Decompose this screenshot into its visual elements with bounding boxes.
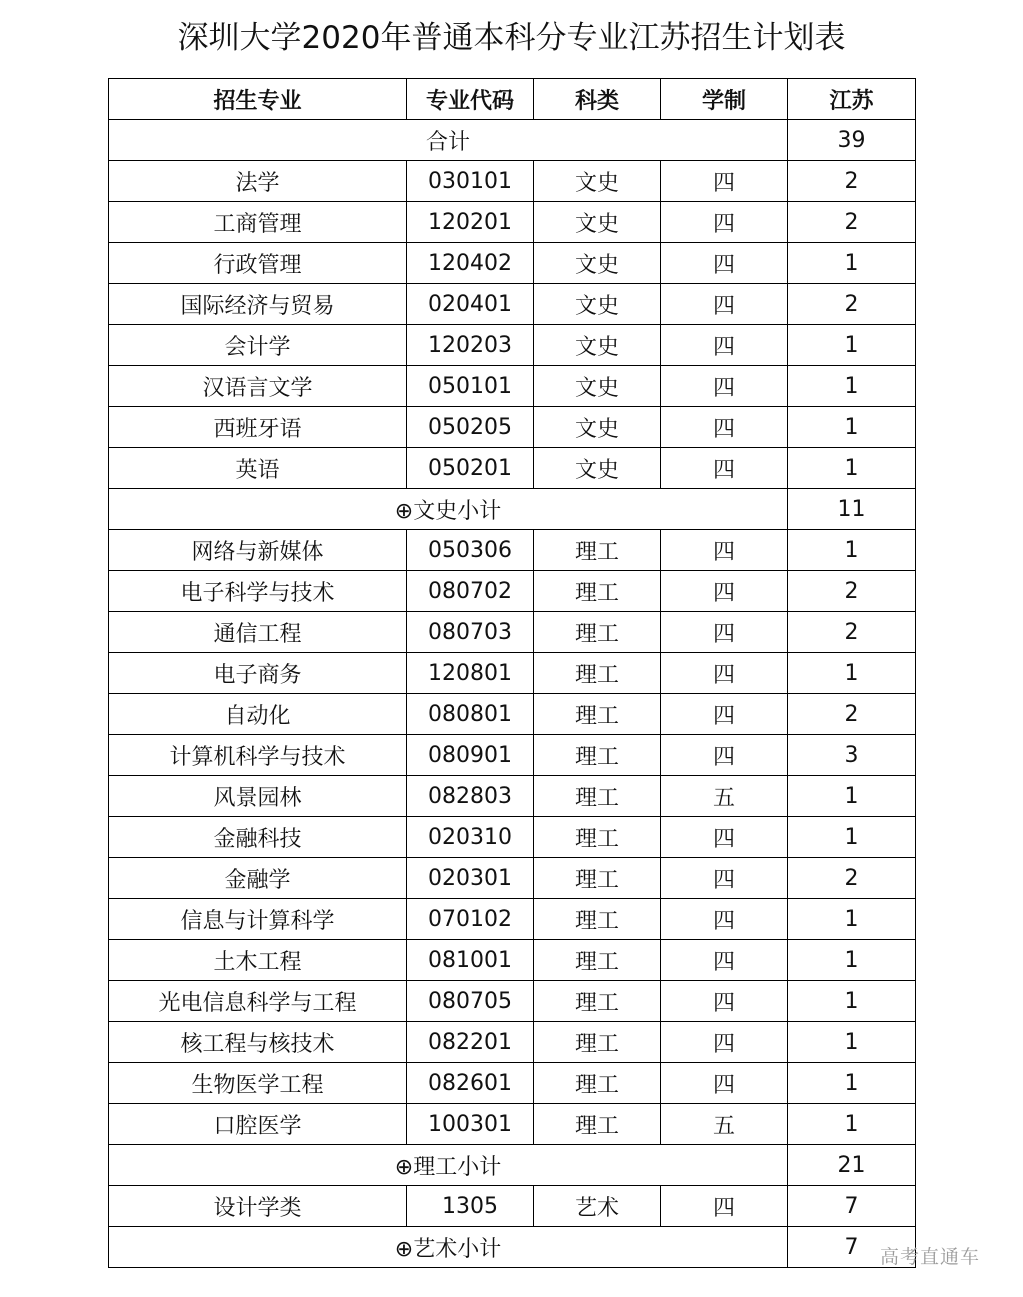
major-code: 082803: [407, 776, 534, 817]
jiangsu-quota: 2: [788, 161, 916, 202]
table-row: [109, 202, 916, 243]
major-code: 050101: [407, 366, 534, 407]
major-name: 英语: [109, 448, 407, 489]
category: 理工: [534, 1063, 661, 1104]
major-name: 自动化: [109, 694, 407, 735]
major-name: 电子商务: [109, 653, 407, 694]
major-name: 电子科学与技术: [109, 571, 407, 612]
major-name: 金融学: [109, 858, 407, 899]
jiangsu-quota: 1: [788, 1104, 916, 1145]
table-row: [109, 161, 916, 202]
category: 文史: [534, 284, 661, 325]
table-header-row: [109, 79, 916, 120]
category: 文史: [534, 407, 661, 448]
jiangsu-quota: 1: [788, 530, 916, 571]
table-row: [109, 325, 916, 366]
category: 理工: [534, 776, 661, 817]
major-code: 080901: [407, 735, 534, 776]
category: 文史: [534, 366, 661, 407]
major-name: 口腔医学: [109, 1104, 407, 1145]
watermark: 高考直通车: [880, 1246, 981, 1268]
duration: 四: [661, 858, 788, 899]
duration: 四: [661, 981, 788, 1022]
table-row: [109, 366, 916, 407]
duration: 四: [661, 325, 788, 366]
header-duration: 学制: [661, 79, 788, 120]
jiangsu-quota: 1: [788, 448, 916, 489]
major-name: 通信工程: [109, 612, 407, 653]
major-code: 020310: [407, 817, 534, 858]
major-name: 风景园林: [109, 776, 407, 817]
major-code: 020301: [407, 858, 534, 899]
major-name: 行政管理: [109, 243, 407, 284]
major-code: 030101: [407, 161, 534, 202]
jiangsu-quota: 2: [788, 284, 916, 325]
major-name: 网络与新媒体: [109, 530, 407, 571]
major-name: 会计学: [109, 325, 407, 366]
table-row: [109, 940, 916, 981]
category: 理工: [534, 1022, 661, 1063]
header-category: 科类: [534, 79, 661, 120]
subtotal-label: ⊕艺术小计: [109, 1227, 788, 1268]
major-name: 法学: [109, 161, 407, 202]
major-name: 生物医学工程: [109, 1063, 407, 1104]
duration: 四: [661, 161, 788, 202]
category: 文史: [534, 448, 661, 489]
jiangsu-quota: 1: [788, 1063, 916, 1104]
category: 理工: [534, 858, 661, 899]
table-row: [109, 571, 916, 612]
header-jiangsu: 江苏: [788, 79, 916, 120]
jiangsu-quota: 1: [788, 940, 916, 981]
duration: 四: [661, 735, 788, 776]
category: 理工: [534, 530, 661, 571]
category: 理工: [534, 653, 661, 694]
major-code: 082201: [407, 1022, 534, 1063]
duration: 四: [661, 243, 788, 284]
table-row: [109, 899, 916, 940]
duration: 四: [661, 448, 788, 489]
table-row: [109, 858, 916, 899]
major-code: 080801: [407, 694, 534, 735]
jiangsu-quota: 2: [788, 858, 916, 899]
major-code: 082601: [407, 1063, 534, 1104]
duration: 四: [661, 1186, 788, 1227]
major-code: 120203: [407, 325, 534, 366]
subtotal-value: 7: [788, 1227, 916, 1268]
subtotal-value: 21: [788, 1145, 916, 1186]
duration: 四: [661, 653, 788, 694]
major-name: 光电信息科学与工程: [109, 981, 407, 1022]
jiangsu-quota: 2: [788, 202, 916, 243]
subtotal-value: 11: [788, 489, 916, 530]
category: 文史: [534, 161, 661, 202]
table-row: [109, 1063, 916, 1104]
table-row: [109, 1186, 916, 1227]
major-code: 081001: [407, 940, 534, 981]
total-value: 39: [788, 120, 916, 161]
duration: 四: [661, 571, 788, 612]
duration: 四: [661, 366, 788, 407]
category: 艺术: [534, 1186, 661, 1227]
duration: 四: [661, 940, 788, 981]
enrollment-plan-table: [108, 78, 916, 1268]
jiangsu-quota: 1: [788, 243, 916, 284]
table-row: [109, 981, 916, 1022]
category: 理工: [534, 817, 661, 858]
table-row: [109, 653, 916, 694]
category: 理工: [534, 899, 661, 940]
category: 理工: [534, 735, 661, 776]
page-title: 深圳大学2020年普通本科分专业江苏招生计划表: [177, 20, 846, 56]
duration: 四: [661, 899, 788, 940]
category: 理工: [534, 981, 661, 1022]
jiangsu-quota: 1: [788, 899, 916, 940]
jiangsu-quota: 1: [788, 366, 916, 407]
category: 文史: [534, 202, 661, 243]
jiangsu-quota: 1: [788, 817, 916, 858]
major-name: 核工程与核技术: [109, 1022, 407, 1063]
major-code: 020401: [407, 284, 534, 325]
duration: 四: [661, 817, 788, 858]
table-row: [109, 1104, 916, 1145]
jiangsu-quota: 7: [788, 1186, 916, 1227]
jiangsu-quota: 1: [788, 1022, 916, 1063]
jiangsu-quota: 1: [788, 653, 916, 694]
duration: 五: [661, 776, 788, 817]
major-code: 070102: [407, 899, 534, 940]
category: 理工: [534, 694, 661, 735]
category: 理工: [534, 571, 661, 612]
major-name: 信息与计算科学: [109, 899, 407, 940]
duration: 四: [661, 530, 788, 571]
table-row: [109, 284, 916, 325]
table-row: [109, 243, 916, 284]
table-row: [109, 1022, 916, 1063]
major-code: 120801: [407, 653, 534, 694]
major-name: 金融科技: [109, 817, 407, 858]
major-code: 100301: [407, 1104, 534, 1145]
jiangsu-quota: 2: [788, 694, 916, 735]
category: 文史: [534, 325, 661, 366]
subtotal-row: [109, 1145, 916, 1186]
category: 文史: [534, 243, 661, 284]
table-row: [109, 530, 916, 571]
header-major: 招生专业: [109, 79, 407, 120]
subtotal-label: ⊕文史小计: [109, 489, 788, 530]
duration: 四: [661, 407, 788, 448]
major-code: 050201: [407, 448, 534, 489]
major-code: 1305: [407, 1186, 534, 1227]
duration: 四: [661, 694, 788, 735]
major-code: 080702: [407, 571, 534, 612]
jiangsu-quota: 2: [788, 571, 916, 612]
duration: 四: [661, 1063, 788, 1104]
subtotal-row: [109, 489, 916, 530]
major-name: 土木工程: [109, 940, 407, 981]
subtotal-row: [109, 1227, 916, 1268]
total-row: [109, 120, 916, 161]
major-name: 工商管理: [109, 202, 407, 243]
major-code: 120402: [407, 243, 534, 284]
subtotal-label: ⊕理工小计: [109, 1145, 788, 1186]
jiangsu-quota: 1: [788, 407, 916, 448]
major-code: 080705: [407, 981, 534, 1022]
table-row: [109, 407, 916, 448]
total-label: 合计: [109, 120, 788, 161]
jiangsu-quota: 1: [788, 325, 916, 366]
duration: 四: [661, 202, 788, 243]
major-code: 050205: [407, 407, 534, 448]
duration: 四: [661, 612, 788, 653]
category: 理工: [534, 1104, 661, 1145]
table-row: [109, 694, 916, 735]
major-name: 设计学类: [109, 1186, 407, 1227]
jiangsu-quota: 3: [788, 735, 916, 776]
major-code: 120201: [407, 202, 534, 243]
major-code: 080703: [407, 612, 534, 653]
category: 理工: [534, 612, 661, 653]
duration: 四: [661, 1022, 788, 1063]
major-code: 050306: [407, 530, 534, 571]
table-row: [109, 776, 916, 817]
table-row: [109, 735, 916, 776]
major-name: 国际经济与贸易: [109, 284, 407, 325]
major-name: 计算机科学与技术: [109, 735, 407, 776]
header-code: 专业代码: [407, 79, 534, 120]
major-name: 西班牙语: [109, 407, 407, 448]
duration: 五: [661, 1104, 788, 1145]
table-row: [109, 448, 916, 489]
category: 理工: [534, 940, 661, 981]
duration: 四: [661, 284, 788, 325]
major-name: 汉语言文学: [109, 366, 407, 407]
jiangsu-quota: 1: [788, 776, 916, 817]
table-row: [109, 612, 916, 653]
table-row: [109, 817, 916, 858]
jiangsu-quota: 1: [788, 981, 916, 1022]
jiangsu-quota: 2: [788, 612, 916, 653]
